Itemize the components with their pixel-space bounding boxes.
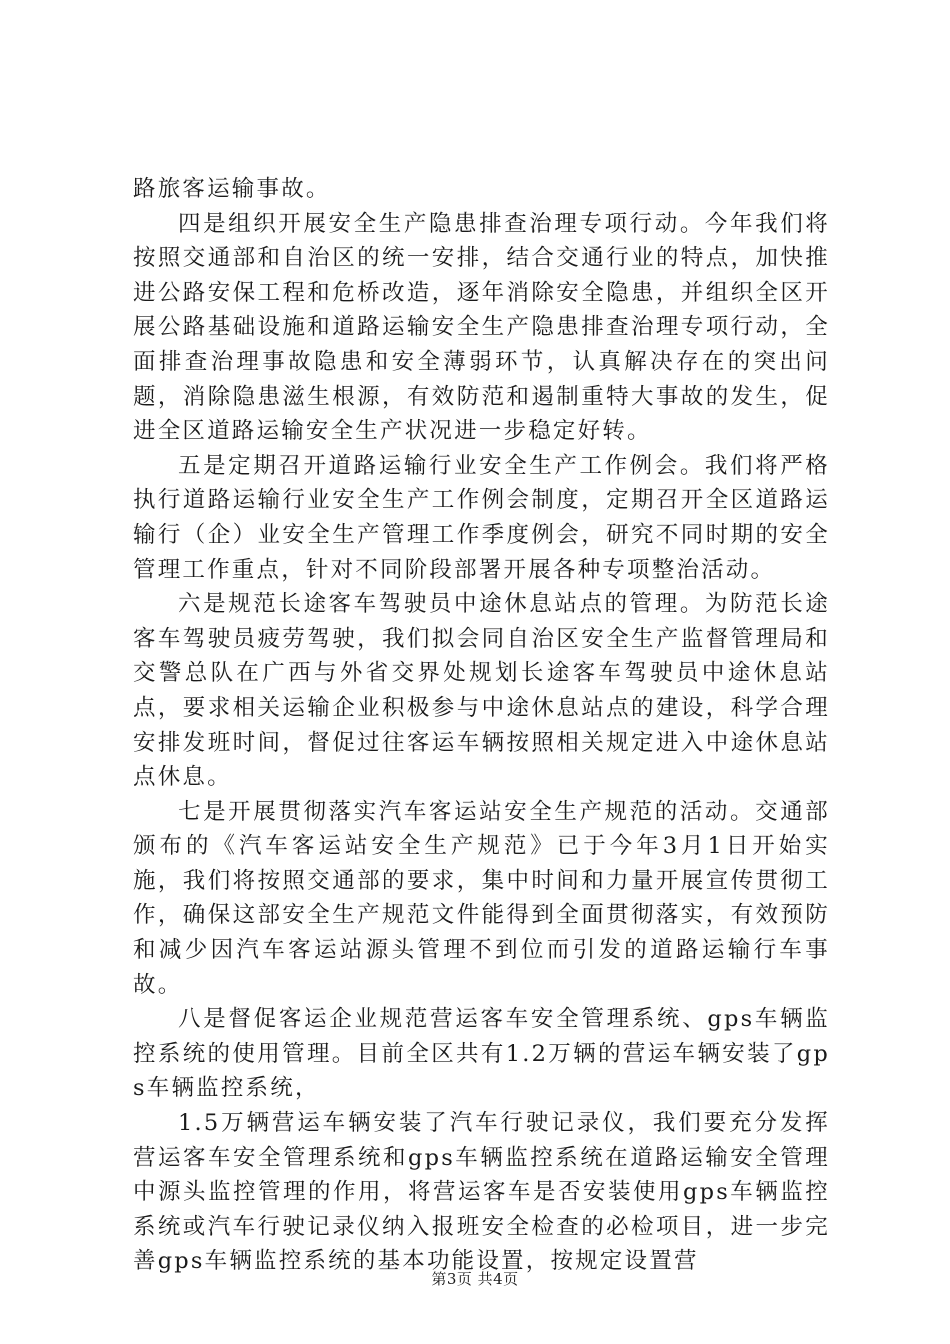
paragraph-item-6: 六是规范长途客车驾驶员中途休息站点的管理。为防范长途客车驾驶员疲劳驾驶，我们拟会同自治区安全生产监督管理局和交警总队在广西与外省交界处规划长途客车驾驶员中途休息站点，要求相关运输企业积极参与中途休息站点的建设，科学合理安排发班时间，督促过往客运车辆按照相关规定进入中途休息站点休息。 [133,591,830,791]
paragraph-item-4: 四是组织开展安全生产隐患排查治理专项行动。今年我们将按照交通部和自治区的统一安排，结合交通行业的特点，加快推进公路安保工程和危桥改造，逐年消除安全隐患，并组织全区开展公路基础设施和道路运输安全生产隐患排查治理专项行动，全面排查治理事故隐患和安全薄弱环节，认真解决存在的突出问题，消除隐患滋生根源，有效防范和遏制重特大事故的发生，促进全区道路运输安全生产状况进一步稳定好转。 [133,210,830,445]
paragraph-item-8-continued: 1.5万辆营运车辆安装了汽车行驶记录仪，我们要充分发挥营运客车安全管理系统和gps车辆监控系统在道路运输安全管理中源头监控管理的作用，将营运客车是否安装使用gps车辆监控系统或汽车行驶记录仪纳入报班安全检查的必检项目，进一步完善gps车辆监控系统的基本功能设置，按规定设置营 [133,1110,830,1275]
page-number-footer: 第3页 共4页 [431,1270,519,1288]
paragraph-item-7: 七是开展贯彻落实汽车客运站安全生产规范的活动。交通部颁布的《汽车客运站安全生产规范》已于今年3月1日开始实施，我们将按照交通部的要求，集中时间和力量开展宣传贯彻工作，确保这部安全生产规范文件能得到全面贯彻落实，有效预防和减少因汽车客运站源头管理不到位而引发的道路运输行车事故。 [133,798,830,998]
body-text [133,172,830,1279]
paragraph-continuation: 路旅客运输事故。 [133,176,331,202]
paragraph-item-5: 五是定期召开道路运输行业安全生产工作例会。我们将严格执行道路运输行业安全生产工作例会制度，定期召开全区道路运输行（企）业安全生产管理工作季度例会，研究不同时期的安全管理工作重点，针对不同阶段部署开展各种专项整治活动。 [133,452,830,583]
paragraph-item-8: 八是督促客运企业规范营运客车安全管理系统、gps车辆监控系统的使用管理。目前全区共有1.2万辆的营运车辆安装了gps车辆监控系统， [133,1006,830,1102]
